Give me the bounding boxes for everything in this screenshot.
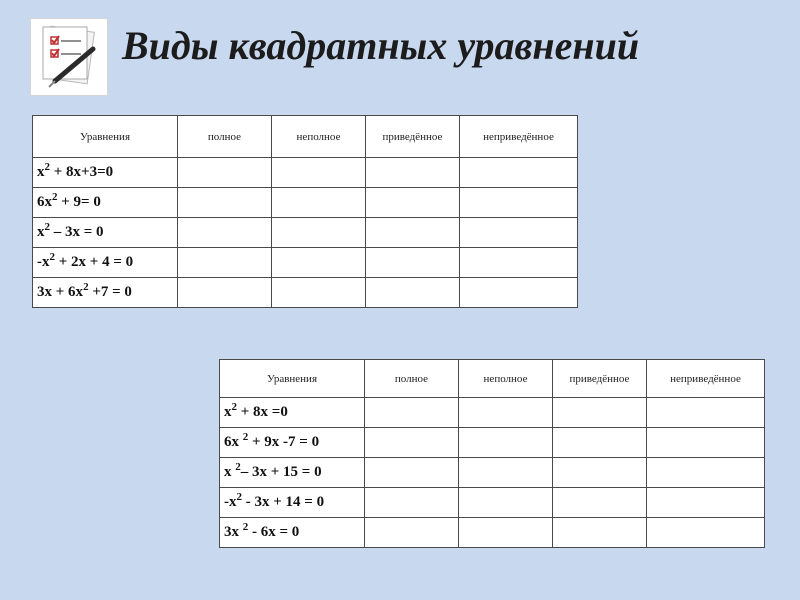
header-reduced: приведённое [366, 116, 460, 158]
incomplete-cell[interactable] [459, 458, 553, 488]
complete-cell[interactable] [178, 158, 272, 188]
complete-cell[interactable] [178, 218, 272, 248]
unreduced-cell[interactable] [647, 518, 765, 548]
header-unreduced: неприведённое [460, 116, 578, 158]
incomplete-cell[interactable] [459, 398, 553, 428]
table-row [220, 398, 765, 428]
equation-cell: 3x $^2$ - 6x = 0 [220, 518, 365, 548]
equation-cell: $3x + 6x^2 +7 = 0$ [33, 278, 178, 308]
table-row [33, 248, 578, 278]
complete-cell[interactable] [178, 278, 272, 308]
header-equations: Уравнения [33, 116, 178, 158]
equations-table-1 [32, 115, 578, 308]
header-complete: полное [365, 360, 459, 398]
page-title: Виды квадратных уравнений [122, 23, 640, 68]
reduced-cell[interactable] [553, 488, 647, 518]
incomplete-cell[interactable] [459, 428, 553, 458]
table-row [220, 488, 765, 518]
complete-cell[interactable] [365, 488, 459, 518]
header-incomplete: неполное [459, 360, 553, 398]
incomplete-cell[interactable] [272, 188, 366, 218]
unreduced-cell[interactable] [647, 488, 765, 518]
reduced-cell[interactable] [366, 278, 460, 308]
header-equations: Уравнения [220, 360, 365, 398]
header-reduced: приведённое [553, 360, 647, 398]
header-unreduced: неприведённое [647, 360, 765, 398]
header-incomplete: неполное [272, 116, 366, 158]
table-row [33, 218, 578, 248]
equations-table-2 [219, 359, 765, 548]
unreduced-cell[interactable] [460, 188, 578, 218]
reduced-cell[interactable] [553, 518, 647, 548]
equation-cell: 6x $^2$ + 9x -7 = 0 [220, 428, 365, 458]
table-row [33, 278, 578, 308]
incomplete-cell[interactable] [272, 218, 366, 248]
equation-cell: $-x^2 - 3x + 14 = 0$ [220, 488, 365, 518]
equation-cell: $-x^2 + 2x + 4 = 0$ [33, 248, 178, 278]
unreduced-cell[interactable] [647, 398, 765, 428]
complete-cell[interactable] [365, 398, 459, 428]
incomplete-cell[interactable] [272, 278, 366, 308]
unreduced-cell[interactable] [460, 218, 578, 248]
equation-cell: $x^2 - 3x = 0$ [33, 218, 178, 248]
unreduced-cell[interactable] [647, 458, 765, 488]
incomplete-cell[interactable] [272, 158, 366, 188]
equation-cell: $x^2 + 8x+3=0$ [33, 158, 178, 188]
complete-cell[interactable] [365, 458, 459, 488]
table-row [33, 158, 578, 188]
table-row [220, 518, 765, 548]
complete-cell[interactable] [365, 428, 459, 458]
complete-cell[interactable] [365, 518, 459, 548]
reduced-cell[interactable] [366, 248, 460, 278]
complete-cell[interactable] [178, 248, 272, 278]
unreduced-cell[interactable] [460, 248, 578, 278]
checklist-pen-icon [30, 18, 108, 96]
table-row [220, 458, 765, 488]
incomplete-cell[interactable] [459, 518, 553, 548]
header-complete: полное [178, 116, 272, 158]
reduced-cell[interactable] [366, 188, 460, 218]
equation-cell: x $^2$– 3x + 15 = 0 [220, 458, 365, 488]
reduced-cell[interactable] [553, 458, 647, 488]
equation-cell: $x^2 + 8x =0$ [220, 398, 365, 428]
incomplete-cell[interactable] [459, 488, 553, 518]
complete-cell[interactable] [178, 188, 272, 218]
reduced-cell[interactable] [553, 398, 647, 428]
unreduced-cell[interactable] [647, 428, 765, 458]
reduced-cell[interactable] [366, 158, 460, 188]
incomplete-cell[interactable] [272, 248, 366, 278]
table-header-row [33, 116, 578, 158]
equation-cell: $6x^2 + 9= 0$ [33, 188, 178, 218]
unreduced-cell[interactable] [460, 278, 578, 308]
unreduced-cell[interactable] [460, 158, 578, 188]
table-row [33, 188, 578, 218]
table-header-row [220, 360, 765, 398]
table-row [220, 428, 765, 458]
reduced-cell[interactable] [553, 428, 647, 458]
reduced-cell[interactable] [366, 218, 460, 248]
